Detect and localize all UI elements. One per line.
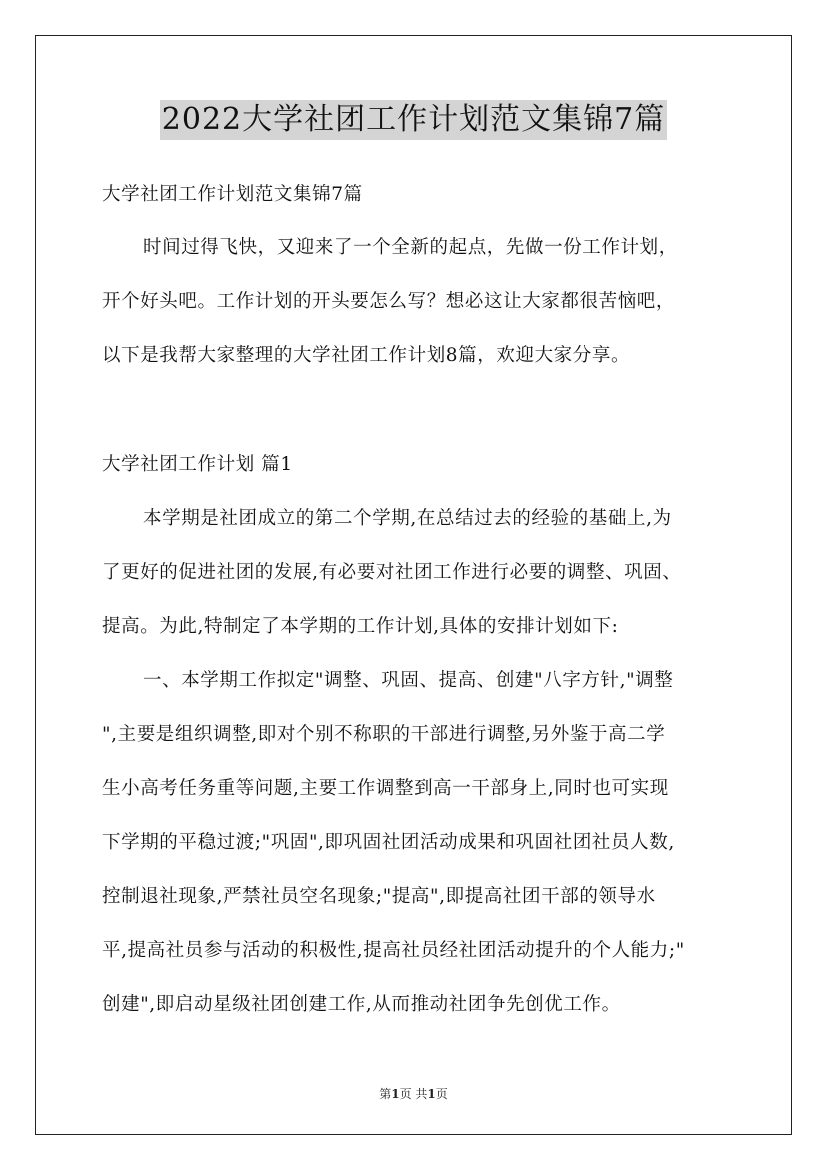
paragraph-line: 提高。为此,特制定了本学期的工作计划,具体的安排计划如下:: [102, 616, 619, 637]
title-container: [0, 100, 827, 140]
paragraph-line: 本学期是社团成立的第二个学期,在总结过去的经验的基础上,为: [143, 508, 672, 529]
intro-line: 以下是我帮大家整理的大学社团工作计划8篇，欢迎大家分享。: [102, 345, 631, 366]
intro-line: 开个好头吧。工作计划的开头要怎么写？想必这让大家都很苦恼吧，: [102, 291, 676, 312]
paragraph-line: 下学期的平稳过渡;"巩固",即巩固社团活动成果和巩固社团社员人数,: [102, 832, 675, 853]
page-current: 1: [391, 1087, 400, 1101]
page-mid: 页 共: [399, 1087, 428, 1101]
section-heading: 大学社团工作计划 篇1: [102, 454, 293, 475]
page-total: 1: [427, 1087, 436, 1101]
paragraph-line: 生小高考任务重等问题,主要工作调整到高一干部身上,同时也可实现: [102, 778, 669, 799]
paragraph-line: 控制退社现象,严禁社员空名现象;"提高",即提高社团干部的领导水: [102, 886, 656, 907]
paragraph-line: 平,提高社员参与活动的积极性,提高社员经社团活动提升的个人能力;": [102, 940, 685, 961]
paragraph-line: 创建",即启动星级社团创建工作,从而推动社团争先创优工作。: [102, 994, 621, 1015]
page-prefix: 第: [379, 1087, 392, 1101]
page-footer: [0, 1085, 827, 1102]
intro-line: 时间过得飞快，又迎来了一个全新的起点，先做一份工作计划，: [143, 237, 678, 258]
document-title: 2022大学社团工作计划范文集锦7篇: [160, 100, 667, 140]
paragraph-line: 一、本学期工作拟定"调整、巩固、提高、创建"八字方针,"调整: [143, 670, 674, 691]
paragraph-line: 了更好的促进社团的发展,有必要对社团工作进行必要的调整、巩固、: [102, 562, 682, 583]
paragraph-line: ",主要是组织调整,即对个别不称职的干部进行调整,另外鉴于高二学: [102, 724, 666, 745]
page-suffix: 页: [435, 1087, 448, 1101]
document-subtitle: 大学社团工作计划范文集锦7篇: [102, 184, 363, 205]
